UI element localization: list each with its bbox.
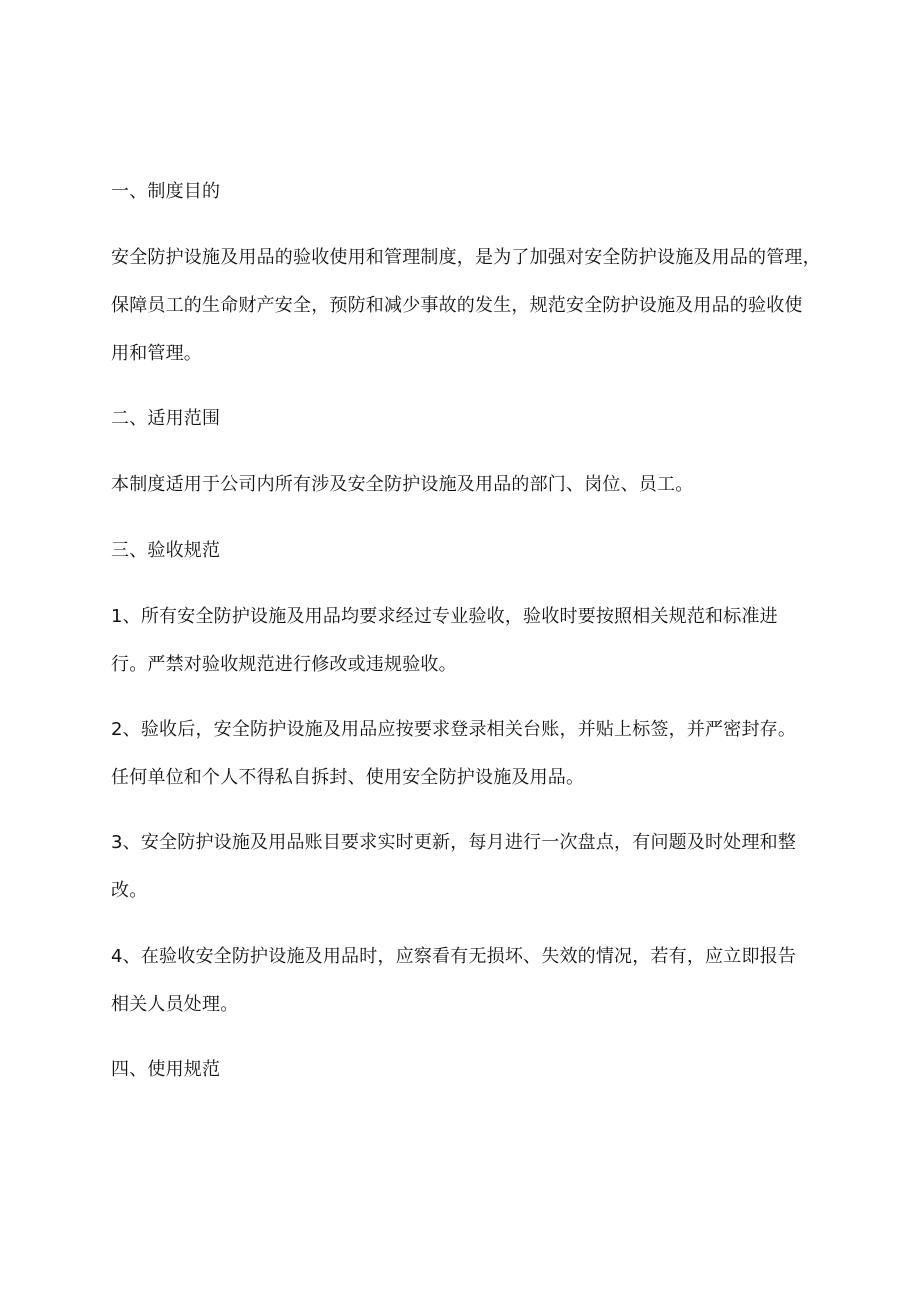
- purpose-paragraph-line-1: 安全防护设施及用品的验收使用和管理制度，是为了加强对安全防护设施及用品的管理，: [111, 247, 821, 268]
- acceptance-item-1-line-2: 行。严禁对验收规范进行修改或违规验收。: [111, 654, 457, 675]
- section-heading-scope: 二、适用范围: [111, 408, 221, 429]
- section-heading-purpose: 一、制度目的: [111, 181, 221, 202]
- section-heading-acceptance: 三、验收规范: [111, 540, 221, 561]
- acceptance-item-1-line-1: 1、所有安全防护设施及用品均要求经过专业验收，验收时要按照相关规范和标准进: [111, 606, 778, 627]
- acceptance-item-2-line-1: 2、验收后，安全防护设施及用品应按要求登录相关台账，并贴上标签，并严密封存。: [111, 719, 797, 740]
- acceptance-item-3-line-2: 改。: [111, 880, 148, 901]
- purpose-paragraph-line-2: 保障员工的生命财产安全，预防和减少事故的发生，规范安全防护设施及用品的验收使: [111, 295, 803, 316]
- scope-paragraph-line-1: 本制度适用于公司内所有涉及安全防护设施及用品的部门、岗位、员工。: [111, 474, 694, 495]
- acceptance-item-2-line-2: 任何单位和个人不得私自拆封、使用安全防护设施及用品。: [111, 767, 585, 788]
- purpose-paragraph-line-3: 用和管理。: [111, 343, 202, 364]
- acceptance-item-3-line-1: 3、安全防护设施及用品账目要求实时更新，每月进行一次盘点，有问题及时处理和整: [111, 832, 797, 853]
- acceptance-item-4-line-1: 4、在验收安全防护设施及用品时，应察看有无损坏、失效的情况，若有，应立即报告: [111, 946, 797, 967]
- acceptance-item-4-line-2: 相关人员处理。: [111, 994, 239, 1015]
- section-heading-usage: 四、使用规范: [111, 1059, 221, 1080]
